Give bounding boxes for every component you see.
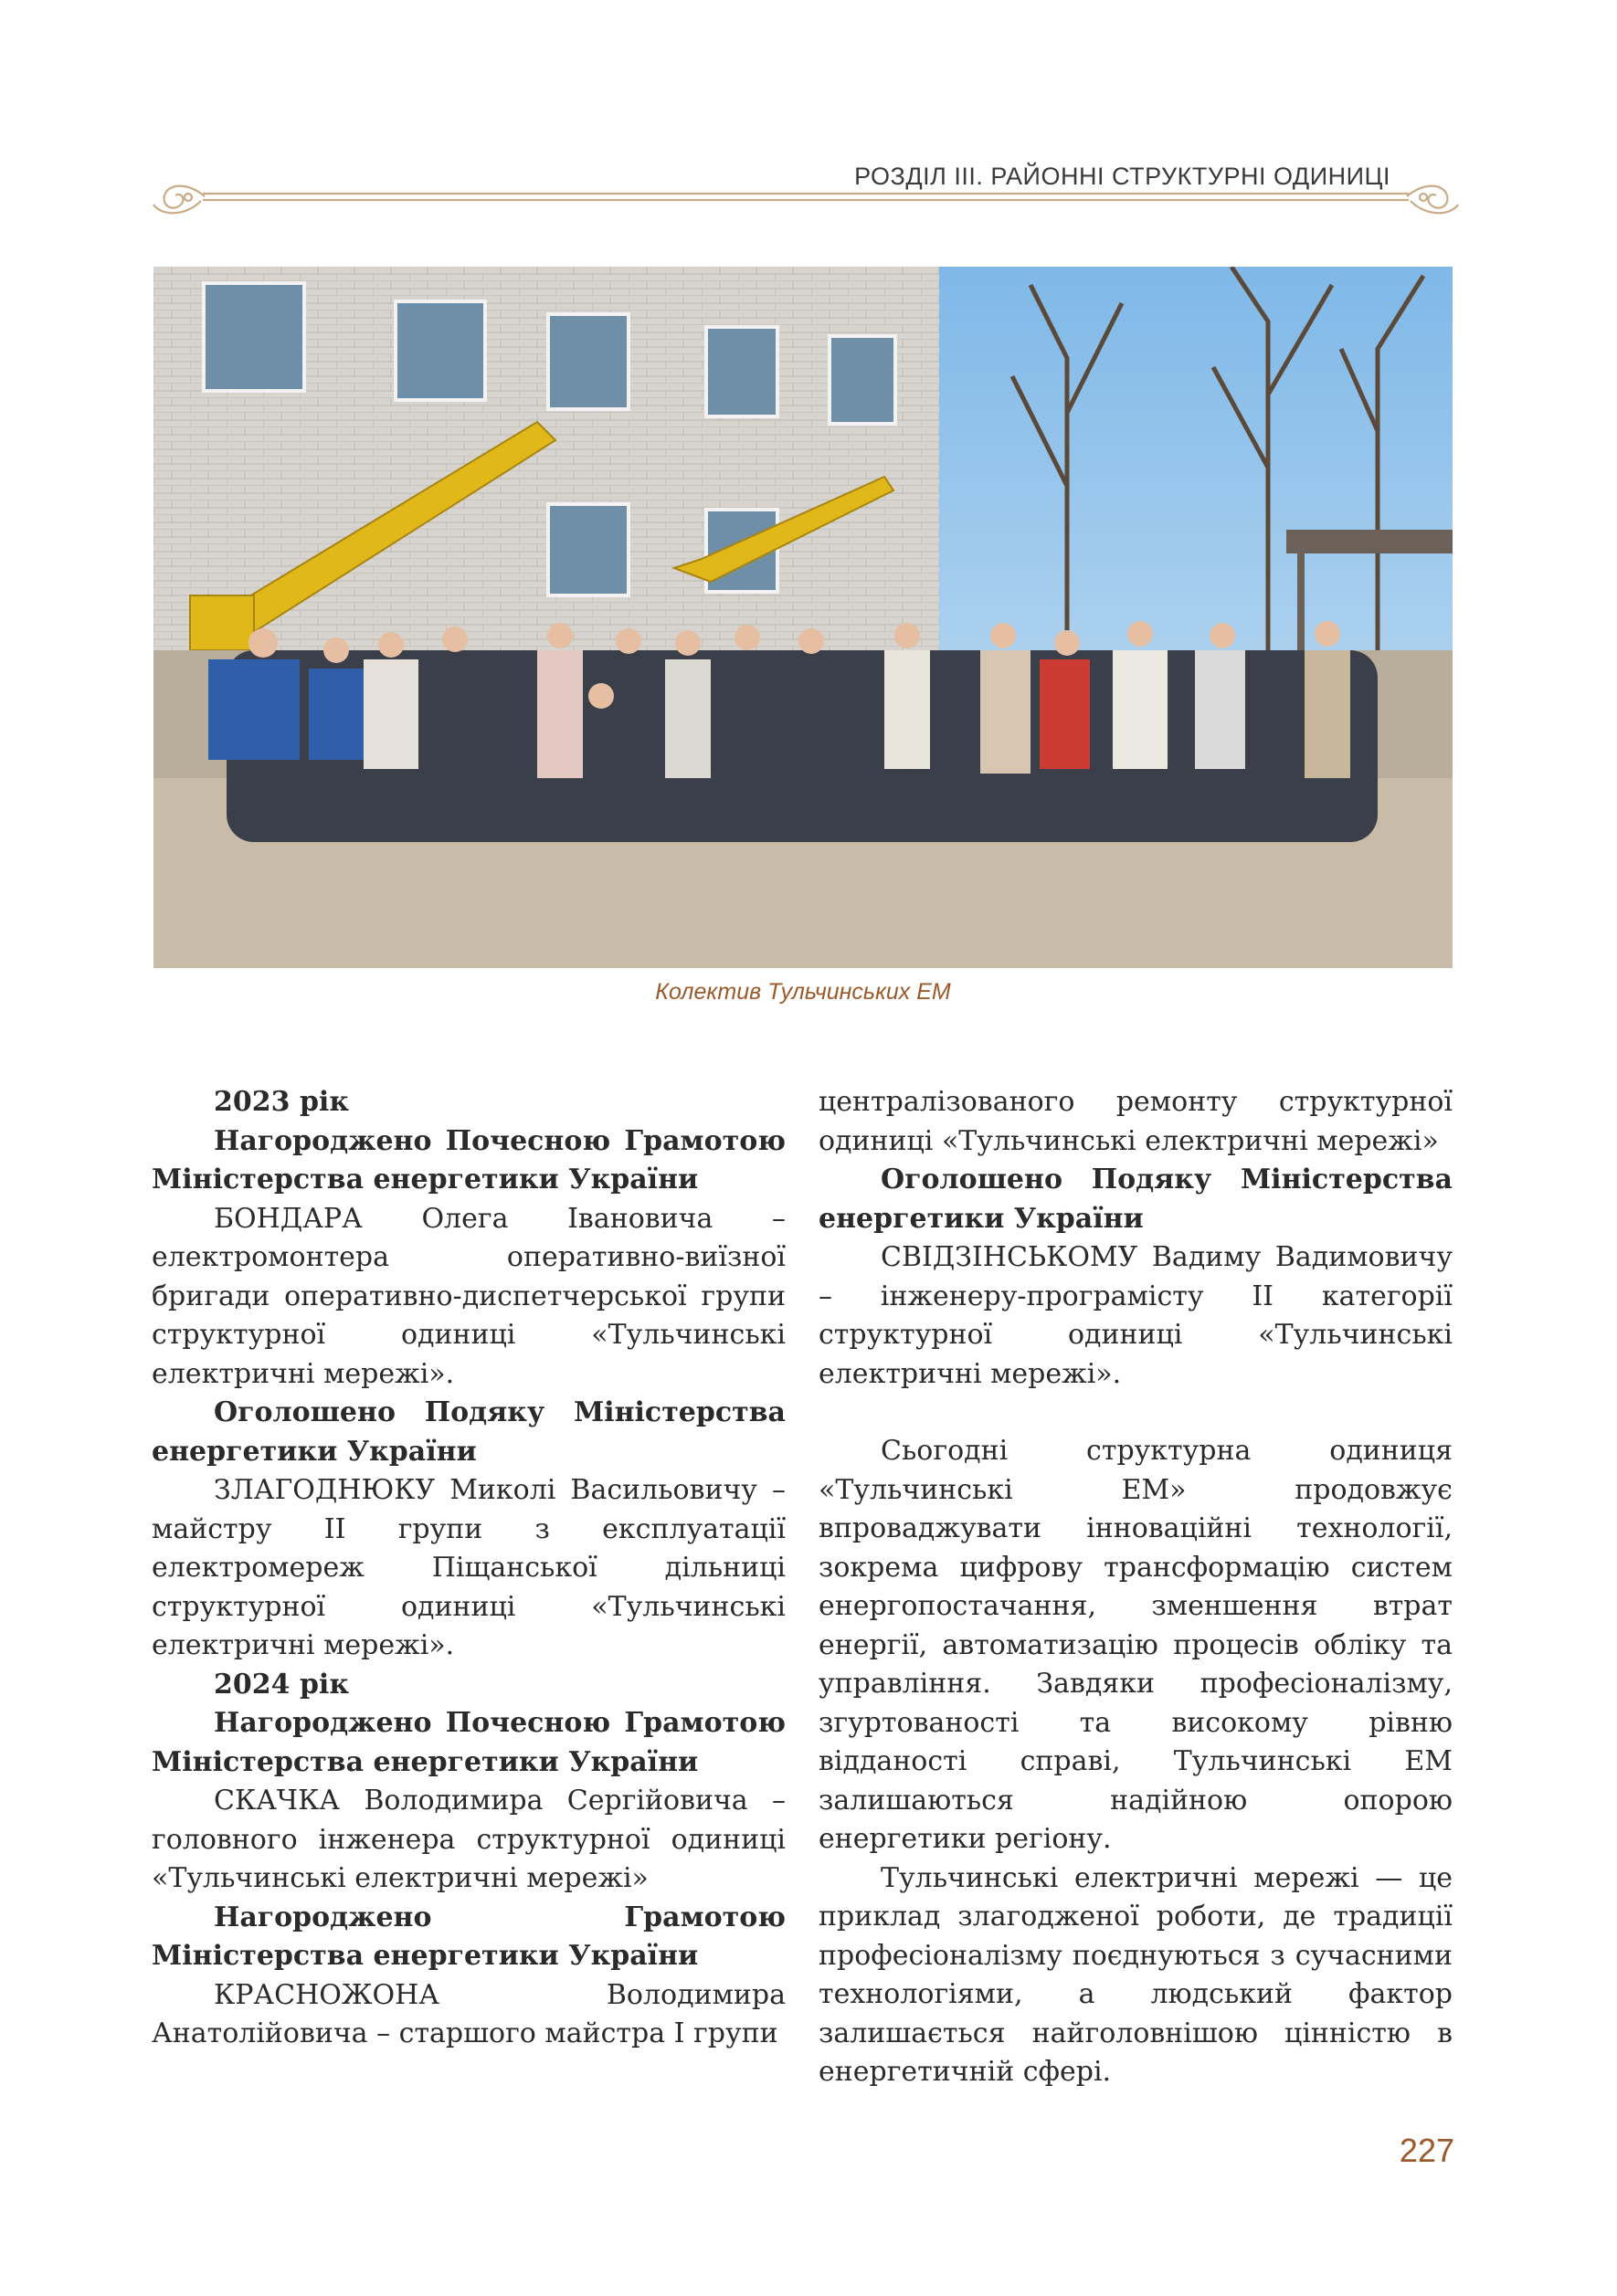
award-recipient-text: СКАЧКА Володимира Сергійовича – головного інженера структурної одиниці «Тульчинські електричні мережі» [152,1785,786,1894]
section-title: РОЗДІЛ ІІІ. РАЙОННІ СТРУКТУРНІ ОДИНИЦІ [854,163,1390,190]
award-heading: Оголошено Подяку Міністерства енергетики України [152,1396,786,1468]
award-recipient-continuation: централізованого ремонту структурної одиниці «Тульчинські електричні мережі» [819,1086,1453,1157]
right-column [819,1083,1453,2092]
award-heading: Нагороджено Почесною Грамотою Міністерства енергетики України [152,1124,786,1195]
photo-caption: Колектив Тульчинських ЕМ [655,979,951,1005]
page-number: 227 [1399,2132,1454,2169]
award-heading: Нагороджено Грамотою Міністерства енергетики України [152,1901,786,1972]
paragraph-gap [819,1394,1453,1432]
team-photo [153,267,1453,968]
left-column [152,1083,786,2054]
award-recipient-text: БОНДАРА Олега Івановича – електромонтера оперативно-виїзної бригади оперативно-диспетчерської групи структурної одиниці «Тульчинські електричні мережі». [152,1202,786,1390]
award-heading: Оголошено Подяку Міністерства енергетики України [819,1164,1453,1235]
award-heading: Нагороджено Почесною Грамотою Міністерства енергетики України [152,1707,786,1778]
award-recipient-text: КРАСНОЖОНА Володимира Анатолійовича – старшого майстра І групи [152,1978,786,2049]
year-heading: 2023 рік [214,1086,349,1118]
award-recipient-text: СВІДЗІНСЬКОМУ Вадиму Вадимовичу – інженеру-програмісту ІІ категорії структурної одиниці «Тульчинські електричні мережі». [819,1241,1453,1390]
award-recipient-text: ЗЛАГОДНЮКУ Миколі Васильовичу – майстру ІІ групи з експлуатації електромереж Піщанської дільниці структурної одиниці «Тульчинські електричні мережі». [152,1474,786,1661]
closing-paragraph: Сьогодні структурна одиниця «Тульчинські ЕМ» продовжує впроваджувати інноваційні технології, зокрема цифрову трансформацію систем енергопостачання, зменшення втрат енергії, автоматизацію процесів обліку та управління. Завдяки професіоналізму, згуртованості та високому рівню відданості справі, Тульчинські ЕМ залишаються надійною опорою енергетики регіону. [819,1435,1453,1855]
year-heading: 2024 рік [214,1668,349,1701]
header-ornament [148,174,1464,225]
closing-paragraph: Тульчинські електричні мережі — це приклад злагодженої роботи, де традиції професіоналізму поєднуються з сучасними технологіями, а людський фактор залишається найголовнішою цінністю в енергетичній сфері. [819,1861,1453,2088]
